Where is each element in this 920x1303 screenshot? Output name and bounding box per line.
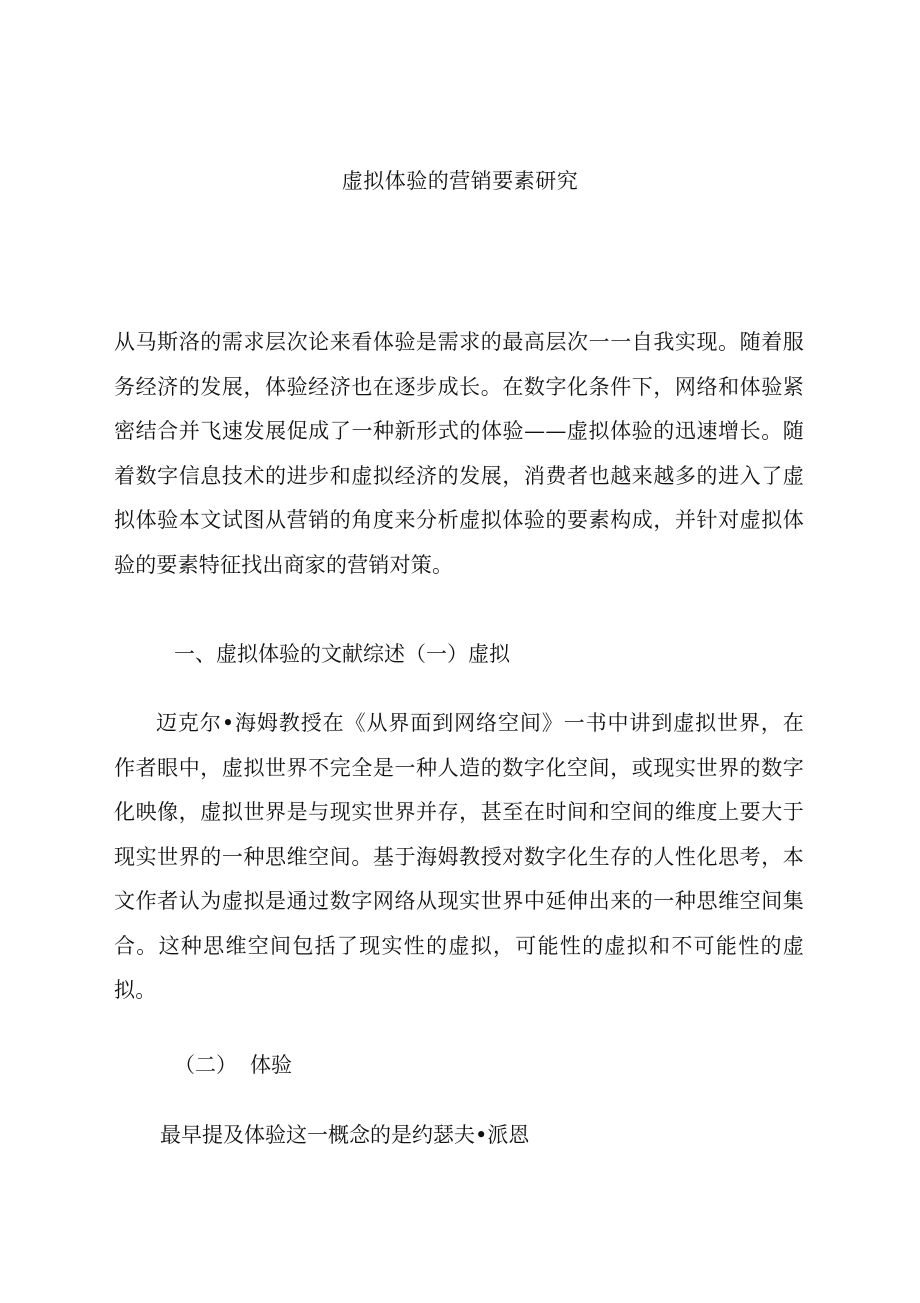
- experience-paragraph: 最早提及体验这一概念的是约瑟夫•派恩: [160, 1123, 530, 1147]
- document-title: 虚拟体验的营销要素研究: [341, 169, 579, 193]
- virtual-paragraph: 迈克尔•海姆教授在《从界面到网络空间》一书中讲到虚拟世界，在作者眼中，虚拟世界不完全是一种人造的数字化空间，或现实世界的数字化映像，虚拟世界是与现实世界并存，甚至在时间和空间的维度上要大于现实世界的一种思维空间。基于海姆教授对数字化生存的人性化思考，本文作者认为虚拟是通过数字网络从现实世界中延伸出来的一种思维空间集合。这种思维空间包括了现实性的虚拟，可能性的虚拟和不可能性的虚拟。: [114, 711, 804, 1002]
- subsection-heading: [174, 1045, 292, 1085]
- subsection-number: （二）: [174, 1053, 237, 1077]
- section-heading: 一、虚拟体验的文献综述（一）虚拟: [174, 642, 510, 666]
- intro-paragraph: 从马斯洛的需求层次论来看体验是需求的最高层次一一自我实现。随着服务经济的发展，体验经济也在逐步成长。在数字化条件下，网络和体验紧密结合并飞速发展促成了一种新形式的体验——虚拟体验的迅速增长。随着数字信息技术的进步和虚拟经济的发展，消费者也越来越多的进入了虚拟体验本文试图从营销的角度来分析虚拟体验的要素构成，并针对虚拟体验的要素特征找出商家的营销对策。: [114, 330, 804, 577]
- subsection-title: 体验: [250, 1053, 292, 1077]
